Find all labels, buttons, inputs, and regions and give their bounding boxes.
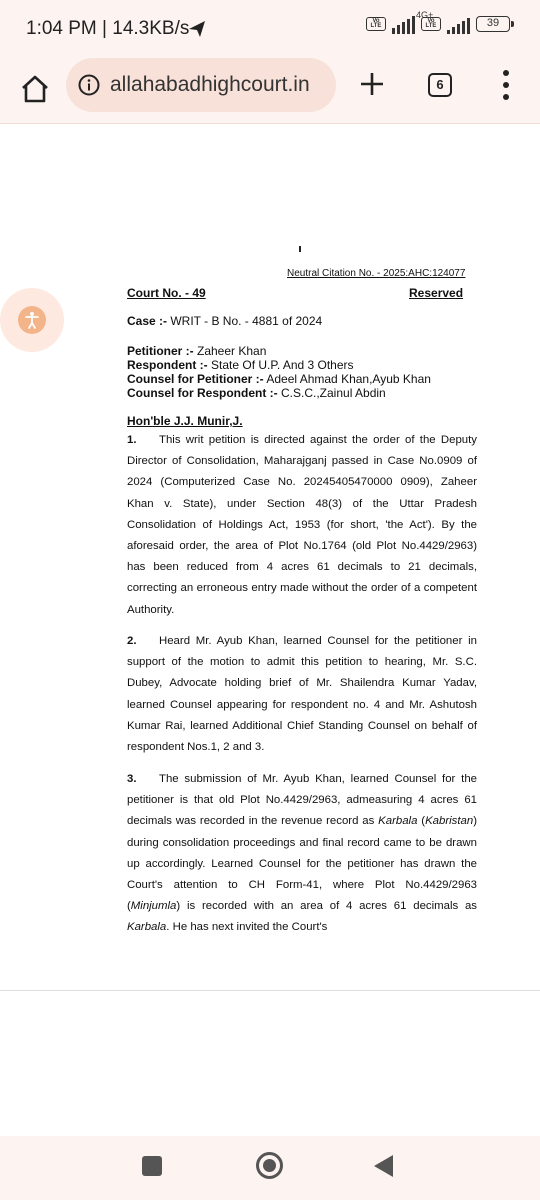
paragraph-text-c: ) during consolidation proceedings and final record came to be drawn up accordingly. Learned Counsel for the petitioner has drawn the Court's attention to CH Form-41, where Plot No.4429/2963 ( — [127, 815, 477, 913]
court-number: Court No. - 49 — [127, 286, 206, 300]
paragraph-text-d: ) is recorded with an area of 4 acres 61 decimals as — [176, 900, 477, 913]
home-nav-icon[interactable] — [256, 1152, 283, 1179]
system-navigation-bar — [0, 1136, 540, 1200]
paragraph-2 — [127, 631, 477, 758]
url-text[interactable]: allahabadhighcourt.in — [110, 73, 310, 96]
petitioner-value: Zaheer Khan — [193, 344, 267, 358]
respondent-label: Respondent :- — [127, 358, 208, 372]
counsel-respondent-line — [127, 386, 386, 400]
paragraph-text: This writ petition is directed against the order of the Deputy Director of Consolidation, Maharajganj passed in Case No.0909 of 2024 (Computerized Case No. 20245405470000 0909), Zaheer Khan v. State), under Section 48(3) of the Uttar Pradesh Consolidation of Holdings Act, 1953 (for short, 'the Act'). By the aforesaid order, the area of Plot No.1764 (old Plot No.4429/2963) has been reduced from 4 acres 61 decimals to 21 decimals, correcting an erroneous entry made without the order of a competent Authority. — [127, 434, 477, 616]
neutral-citation: Neutral Citation No. - 2025:AHC:124077 — [287, 268, 466, 279]
counsel-respondent-label: Counsel for Respondent :- — [127, 386, 278, 400]
petitioner-line — [127, 344, 266, 358]
status-bar — [0, 0, 540, 58]
accessibility-button[interactable] — [0, 288, 64, 352]
term-minjumla: Minjumla — [130, 900, 177, 913]
term-kabristan: Kabristan — [425, 815, 474, 828]
new-tab-icon[interactable] — [356, 68, 388, 100]
address-bar[interactable] — [66, 58, 336, 112]
home-icon[interactable] — [18, 72, 52, 106]
paragraph-text-b: ( — [417, 815, 426, 828]
volte-icon-sim2: Vo LTE — [421, 17, 441, 31]
counsel-petitioner-line — [127, 372, 431, 386]
status-icons — [366, 10, 510, 34]
case-line — [127, 314, 322, 328]
send-icon — [188, 20, 206, 38]
counsel-petitioner-label: Counsel for Petitioner :- — [127, 372, 264, 386]
document-page-next[interactable] — [0, 991, 540, 1136]
case-label: Case :- — [127, 314, 168, 328]
document-page[interactable] — [0, 124, 540, 990]
case-value: WRIT - B No. - 4881 of 2024 — [167, 314, 323, 328]
respondent-value: State Of U.P. And 3 Others — [207, 358, 354, 372]
paragraph-number: 1. — [127, 434, 137, 446]
reserved-label: Reserved — [409, 286, 464, 300]
signal-icon-sim2 — [447, 14, 470, 34]
recents-icon[interactable] — [142, 1156, 162, 1176]
term-karbala: Karbala — [378, 815, 418, 828]
page-mark — [299, 246, 301, 252]
battery-icon: 39 — [476, 16, 510, 32]
counsel-respondent-value: C.S.C.,Zainul Abdin — [277, 386, 386, 400]
paragraph-text-e: . He has next invited the Court's — [166, 921, 328, 934]
back-icon[interactable] — [374, 1155, 393, 1177]
paragraph-1 — [127, 430, 477, 621]
tab-switcher-button[interactable]: 6 — [428, 73, 452, 97]
judge-name: Hon'ble J.J. Munir,J. — [127, 414, 243, 428]
info-icon[interactable] — [78, 74, 100, 96]
paragraph-text-a: The submission of Mr. Ayub Khan, learned Counsel for the petitioner is that old Plot No.4429/2963, admeasuring 4 acres 61 decimals was recorded in the revenue record as — [127, 773, 477, 828]
network-label: 4G+ — [416, 10, 434, 20]
respondent-line — [127, 358, 354, 372]
paragraph-number: 3. — [127, 773, 137, 785]
petitioner-label: Petitioner :- — [127, 344, 194, 358]
browser-toolbar — [0, 58, 540, 124]
paragraph-text: Heard Mr. Ayub Khan, learned Counsel for the petitioner in support of the motion to admit this petition to hearing, Mr. S.C. Dubey, Advocate holding brief of Mr. Shailendra Kumar Yadav, learned Counsel appearing for respondent no. 4 and Mr. Ashutosh Kumar Rai, learned Additional Chief Standing Counsel on behalf of respondent Nos.1, 2 and 3. — [127, 635, 477, 754]
paragraph-3 — [127, 769, 477, 939]
more-menu-icon[interactable] — [496, 70, 516, 100]
volte-icon: Vo LTE — [366, 17, 386, 31]
paragraph-number: 2. — [127, 635, 137, 647]
counsel-petitioner-value: Adeel Ahmad Khan,Ayub Khan — [263, 372, 431, 386]
status-time-speed: 1:04 PM | 14.3KB/s — [26, 18, 190, 39]
accessibility-icon — [18, 306, 46, 334]
term-karbala-2: Karbala — [127, 921, 167, 934]
